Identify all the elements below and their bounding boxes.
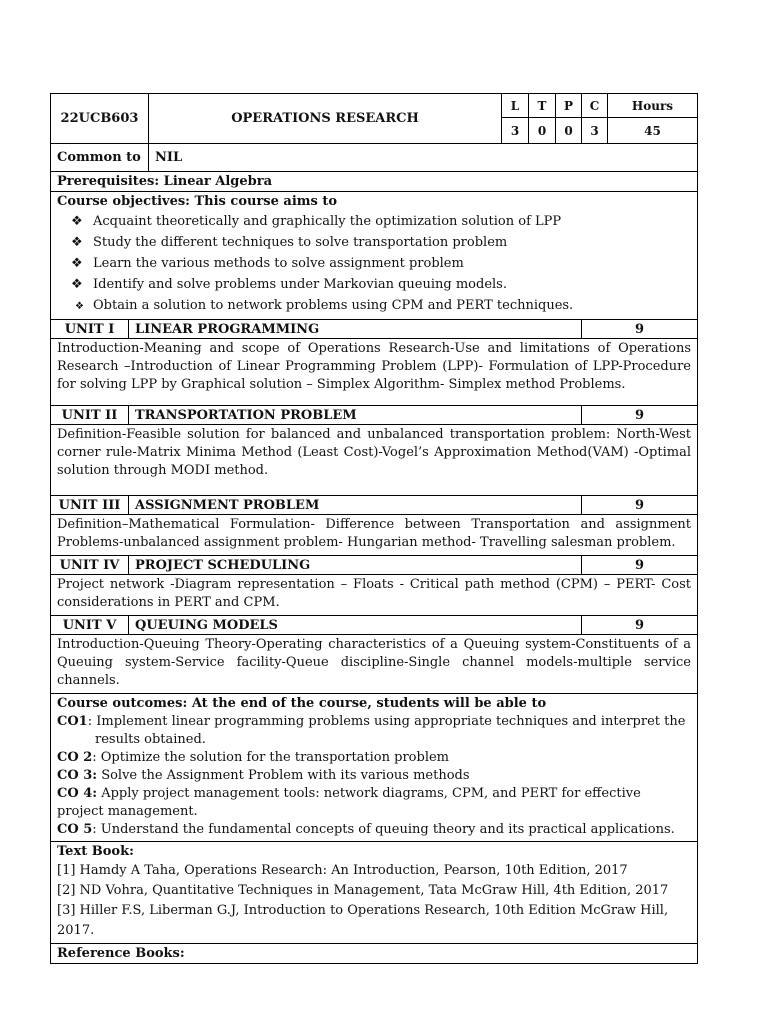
diamond-bullet-icon: ❖ [71,277,83,292]
diamond-bullet-icon: ❖ [71,256,83,271]
unit-description: Definition-Feasible solution for balanced and unbalanced transportation problem: North-West corner rule-Matrix Minima Method (Least Cost)-Vogel’s Approximation Method(VAM) -Optimal solution through MODI method. [51,425,698,496]
small-diamond-bullet-icon: ❖ [75,301,84,312]
ltpc-value-l: 3 [502,118,529,144]
unit-hours: 9 [582,406,698,425]
outcome-item [57,785,691,821]
outcome-text: Understand the fundamental concepts of queuing theory and its practical applications. [100,822,675,837]
unit-title: PROJECT SCHEDULING [129,556,582,575]
prerequisites: Prerequisites: Linear Algebra [51,172,698,192]
objective-item [71,274,691,295]
text-book-item: [1] Hamdy A Taha, Operations Research: An Introduction, Pearson, 10th Edition, 2017 [57,863,628,878]
objectives-cell [51,192,698,320]
objectives-heading: Course objectives: This course aims to [57,194,338,209]
unit-id: UNIT II [51,406,129,425]
outcome-item [57,713,691,731]
unit-description: Introduction-Queuing Theory-Operating characteristics of a Queuing system-Constituents of a Queuing system-Service facility-Queue discipline-Single channel models-multiple service channels. [51,635,698,694]
unit-hours: 9 [582,496,698,515]
outcome-text: Optimize the solution for the transportation problem [100,750,450,765]
unit-description: Introduction-Meaning and scope of Operations Research-Use and limitations of Operations Research –Introduction of Linear Programming Problem (LPP)- Formulation of LPP-Procedure for solving LPP by Graphical solution – Simplex Algorithm- Simplex method Problems. [51,339,698,406]
unit-id: UNIT V [51,616,129,635]
ltpc-value-c: 3 [582,118,608,144]
text-book-item: [2] ND Vohra, Quantitative Techniques in Management, Tata McGraw Hill, 4th Edition, 2017 [57,883,669,898]
outcome-separator: : [92,822,101,837]
objective-item [71,253,691,274]
outcome-text: Apply project management tools: network diagrams, CPM, and PERT for effective project management. [57,786,641,819]
outcome-text: Implement linear programming problems using appropriate techniques and interpret the [96,714,686,729]
syllabus-table [50,93,698,964]
objective-text: Study the different techniques to solve transportation problem [93,235,508,250]
objective-text: Identify and solve problems under Markovian queuing models. [93,277,507,292]
text-book-item: [3] Hiller F.S, Liberman G.J, Introduction to Operations Research, 10th Edition McGraw Hill, 2017. [57,903,669,938]
unit-title: ASSIGNMENT PROBLEM [129,496,582,515]
syllabus-page [50,93,697,964]
ltpc-header-l: L [502,94,529,118]
outcome-code: CO 3: [57,768,98,783]
outcome-code: CO 4: [57,786,98,801]
diamond-bullet-icon: ❖ [71,214,83,229]
hours-header: Hours [608,94,698,118]
outcome-separator: : [87,714,97,729]
outcomes-heading: Course outcomes: At the end of the course, students will be able to [57,696,547,711]
course-title: OPERATIONS RESEARCH [149,94,502,144]
unit-title: TRANSPORTATION PROBLEM [129,406,582,425]
outcome-item [57,767,691,785]
unit-title: QUEUING MODELS [129,616,582,635]
outcome-text: Solve the Assignment Problem with its various methods [101,768,470,783]
diamond-bullet-icon: ❖ [71,235,83,250]
unit-hours: 9 [582,556,698,575]
outcome-continuation: results obtained. [95,732,206,747]
ltpc-header-p: P [556,94,582,118]
ltpc-value-t: 0 [529,118,556,144]
objective-item [71,295,691,317]
outcome-item [57,749,691,767]
outcomes-cell [51,694,698,842]
outcome-code: CO 2 [57,750,93,765]
objective-item [71,232,691,253]
unit-id: UNIT I [51,320,129,339]
outcome-separator: : [92,750,101,765]
unit-title: LINEAR PROGRAMMING [129,320,582,339]
unit-description: Project network -Diagram representation – Floats - Critical path method (CPM) – PERT- Cost considerations in PERT and CPM. [51,575,698,616]
unit-hours: 9 [582,616,698,635]
objectives-list [57,211,691,317]
course-code: 22UCB603 [51,94,149,144]
hours-value: 45 [608,118,698,144]
objective-item [71,211,691,232]
objective-text: Learn the various methods to solve assignment problem [93,256,464,271]
outcome-code: CO 5 [57,822,93,837]
reference-books-heading: Reference Books: [51,944,698,964]
outcome-item [57,821,691,839]
text-book-cell [51,842,698,944]
unit-id: UNIT III [51,496,129,515]
outcome-code: CO1 [57,714,88,729]
common-to-label: Common to [51,144,149,172]
unit-description: Definition–Mathematical Formulation- Difference between Transportation and assignment Problems-unbalanced assignment problem- Hungarian method- Travelling salesman problem. [51,515,698,556]
ltpc-header-c: C [582,94,608,118]
objective-text: Obtain a solution to network problems using CPM and PERT techniques. [93,298,574,313]
common-to-value: NIL [149,144,698,172]
unit-hours: 9 [582,320,698,339]
text-book-heading: Text Book: [57,844,134,859]
unit-id: UNIT IV [51,556,129,575]
ltpc-value-p: 0 [556,118,582,144]
objective-text: Acquaint theoretically and graphically the optimization solution of LPP [93,214,562,229]
ltpc-header-t: T [529,94,556,118]
